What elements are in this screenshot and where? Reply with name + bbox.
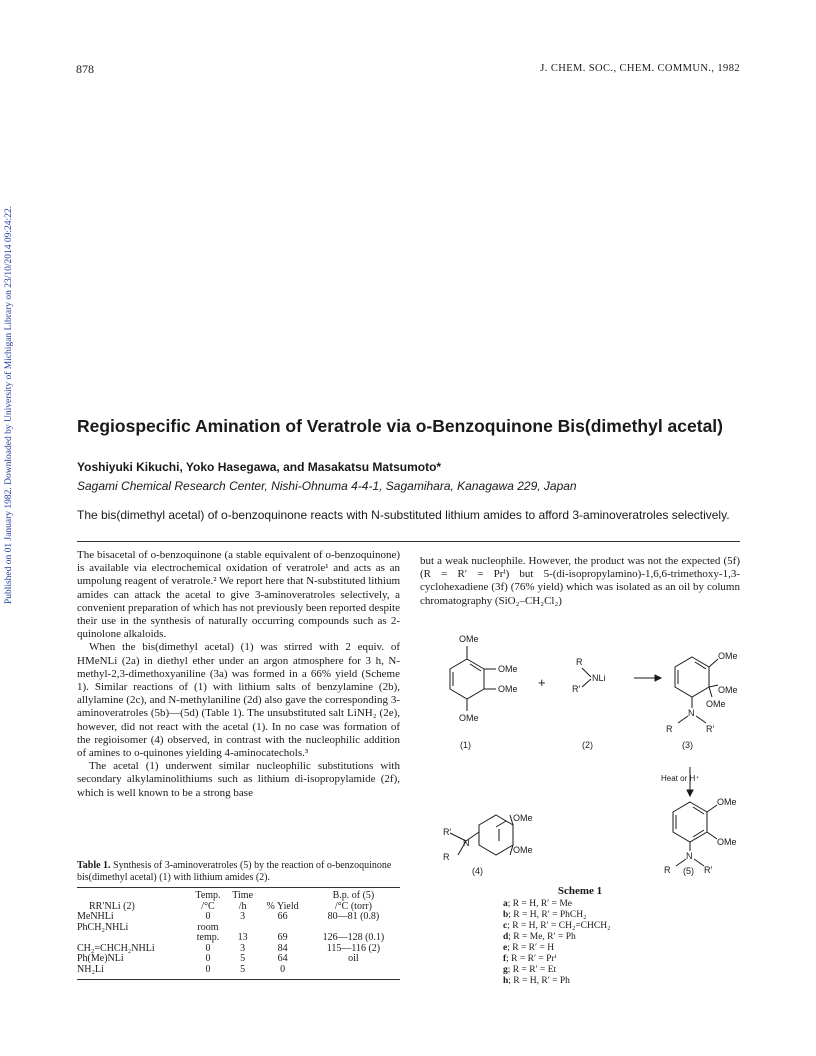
- table-cell: 80—81 (0.8): [327, 911, 380, 922]
- table-row: [77, 965, 400, 976]
- compound-label-3: (3): [682, 740, 693, 750]
- body-paragraph-right: but a weak nucleophile. However, the product was not the expected (5f) (R = R′ = Prⁱ) but 5-(di-isopropylamino)-1,6,6-trimethoxy-1,3-cyclohexadiene (3f) (76% yield) which was isolated as an oil by column chromatography (SiO₂–CH₂Cl₂): [420, 555, 740, 607]
- n-label: N: [688, 708, 695, 718]
- table-cell: 3: [240, 911, 246, 922]
- ome-label: OMe: [498, 664, 518, 674]
- table-label: Table 1.: [77, 860, 111, 871]
- reaction-arrow: [634, 675, 661, 681]
- ome-label: OMe: [513, 845, 533, 855]
- table-cell: temp.: [196, 932, 220, 943]
- scheme-key: [503, 899, 610, 987]
- table-header-cell: /h: [238, 900, 247, 912]
- table-cell: 0: [205, 911, 211, 922]
- body-paragraph-2: When the bis(dimethyl acetal) (1) was stirred with 2 equiv. of HMeNLi (2a) in diethyl ether under an argon atmosphere for 3 h, N-methyl-2,3-dimethoxyaniline (3a) was formed in a 66% yield (Scheme 1). Similar reactions of (1) with lithium salts of benzylamine (2b), allylamine (2c), and N-methylaniline (2d) also gave the corresponding 3-aminoveratroles (5b)—(5d) (Table 1). The unsubstituted salt LiNH₂ (2e), however, did not react with the acetal (1). In no case was formation of the regioisomer (4) observed, in contrast with the nucleophilic addition of amines to o-quinones yielding 4-aminocatechols.³: [77, 641, 400, 760]
- body-paragraph-3: The acetal (1) underwent similar nucleophilic substitutions with secondary alkylaminolithiums such as lithium di-isopropylamide (2f), which is well known to be a strong base: [77, 760, 400, 799]
- r-prime-label: R′: [572, 684, 581, 694]
- ome-label: OMe: [718, 685, 738, 695]
- key-letter: e: [503, 943, 508, 953]
- scheme-key-item: [503, 932, 610, 943]
- scheme-key-item: [503, 899, 610, 910]
- compound-4-structure: [450, 815, 513, 855]
- table-cell: oil: [348, 953, 359, 964]
- key-text: ; R = H, R′ = CH₂=CHCH₂: [507, 921, 611, 931]
- compound-5-structure: [673, 802, 717, 866]
- table-caption-text: Synthesis of 3-aminoveratroles (5) by the reaction of o-benzoquinone bis(dimethyl acetal) (1) with lithium amides (2).: [77, 860, 392, 883]
- ome-label: OMe: [513, 813, 533, 823]
- compound-2-structure: [582, 668, 591, 687]
- key-text: ; R = H, R′ = Ph: [508, 976, 570, 986]
- table-header-cell: B.p. of (5): [332, 890, 375, 901]
- right-column: [420, 555, 740, 608]
- r-prime-label: R′: [443, 827, 452, 837]
- key-letter: h: [503, 976, 509, 986]
- n-label: N: [686, 851, 693, 861]
- key-letter: f: [503, 954, 507, 964]
- table-cell: 0: [205, 953, 211, 964]
- article-abstract: The bis(dimethyl acetal) of o-benzoquinone reacts with N-substituted lithium amides to afford 3-aminoveratroles selectively.: [77, 508, 730, 522]
- left-column: [77, 549, 400, 800]
- table-rule-top: [77, 887, 400, 888]
- key-letter: a: [503, 899, 508, 909]
- ome-label: OMe: [706, 699, 726, 709]
- table-cell: CH₂=CHCH₂NHLi: [77, 942, 155, 954]
- table-cell: 3: [240, 942, 246, 954]
- table-header-cell: % Yield: [266, 900, 299, 912]
- ome-label: OMe: [498, 684, 518, 694]
- plus-sign: +: [538, 675, 546, 690]
- r-prime-label: R′: [706, 724, 715, 734]
- table-cell: Ph(Me)NLi: [77, 953, 124, 964]
- abstract-divider: [77, 541, 740, 542]
- table-1-grid: [77, 891, 400, 975]
- table-header-cell: Time: [232, 890, 254, 901]
- table-cell: 0: [280, 963, 286, 975]
- key-text: ; R = R′ = Et: [507, 965, 557, 975]
- table-cell: 64: [277, 953, 288, 964]
- table-header-cell: [77, 891, 189, 902]
- table-cell: room: [197, 921, 219, 933]
- table-cell: 126—128 (0.1): [322, 932, 385, 943]
- r-label: R: [443, 852, 450, 862]
- r-prime-label: R′: [704, 865, 713, 875]
- table-rule-bottom: [77, 979, 400, 980]
- r-label: R: [664, 865, 671, 875]
- table-cell: 84: [277, 942, 288, 954]
- table-header-cell: /°C: [201, 900, 215, 912]
- page-number: 878: [76, 62, 94, 76]
- body-paragraph-1: The bisacetal of o-benzoquinone (a stable equivalent of o-benzoquinone) is available via electrochemical oxidation of veratrole¹ and acts as an umpolung reagent of veratrole.² We report here that N-substituted lithium amides can attack the acetal to give 3-aminoveratroles selectively, a convenient preparation of which has not previously been reported despite their use in the synthesis of naturally occurring compounds such as 2-quinolone alkaloids.: [77, 549, 400, 641]
- compound-label-5: (5): [683, 866, 694, 876]
- download-notice[interactable]: Published on 01 January 1982. Downloaded by University of Michigan Library on 23/10/2014 09:24:22.: [4, 205, 14, 605]
- nli-label: NLi: [592, 673, 606, 683]
- table-cell: NH₂Li: [77, 963, 104, 975]
- table-header-cell: Temp.: [195, 890, 221, 901]
- table-cell: PhCH₂NHLi: [77, 921, 129, 933]
- n-label: N: [463, 838, 470, 848]
- scheme-title: Scheme 1: [557, 885, 603, 897]
- table-cell: 13: [237, 932, 248, 943]
- key-text: ; R = H, R′ = Me: [507, 899, 573, 909]
- scheme-1-diagram: [420, 615, 740, 880]
- table-cell: 0: [205, 942, 211, 954]
- table-cell: [77, 933, 189, 944]
- table-row: [77, 954, 400, 965]
- scheme-key-item: [503, 954, 610, 965]
- scheme-key-item: [503, 943, 610, 954]
- key-letter: b: [503, 910, 509, 920]
- ome-label: OMe: [718, 651, 738, 661]
- table-cell: 5: [240, 963, 246, 975]
- table-cell: 66: [277, 911, 288, 922]
- table-cell: 69: [277, 932, 288, 943]
- table-cell: 115—116 (2): [326, 942, 381, 954]
- key-letter: g: [503, 965, 508, 975]
- key-text: ; R = Me, R′ = Ph: [508, 932, 576, 942]
- ome-label: OMe: [717, 837, 737, 847]
- table-cell: MeNHLi: [77, 911, 114, 922]
- table-header-cell: /°C (torr): [334, 900, 372, 912]
- heat-label: Heat or H⁺: [661, 774, 700, 783]
- ome-label: OMe: [459, 713, 479, 723]
- table-cell: 5: [240, 953, 246, 964]
- ome-label: OMe: [459, 634, 479, 644]
- key-text: ; R = R′ = H: [507, 943, 555, 953]
- key-letter: c: [503, 921, 508, 931]
- r-label: R: [576, 657, 583, 667]
- table-header-cell: RR′NLi (2): [89, 900, 135, 912]
- key-text: ; R = R′ = Prⁱ: [506, 954, 557, 964]
- table-caption: [77, 860, 400, 884]
- scheme-key-item: [503, 910, 610, 921]
- compound-3-structure: [675, 657, 718, 723]
- table-cell: 0: [205, 963, 211, 975]
- table-row: [77, 933, 400, 944]
- key-letter: d: [503, 932, 509, 942]
- journal-name: J. CHEM. SOC., CHEM. COMMUN., 1982: [540, 63, 740, 74]
- table-1: [77, 860, 400, 980]
- r-label: R: [666, 724, 673, 734]
- table-cell: [307, 965, 400, 976]
- article-affiliation: Sagami Chemical Research Center, Nishi-Ohnuma 4-4-1, Sagamihara, Kanagawa 229, Japan: [77, 479, 577, 493]
- scheme-key-item: [503, 921, 610, 932]
- article-authors: Yoshiyuki Kikuchi, Yoko Hasegawa, and Masakatsu Matsumoto*: [77, 460, 442, 474]
- compound-label-2: (2): [582, 740, 593, 750]
- scheme-key-item: [503, 965, 610, 976]
- table-row: [77, 912, 400, 923]
- ome-label: OMe: [717, 797, 737, 807]
- compound-label-1: (1): [460, 740, 471, 750]
- compound-label-4: (4): [472, 866, 483, 876]
- key-text: ; R = H, R′ = PhCH₂: [508, 910, 587, 920]
- table-header-cell: [258, 891, 307, 902]
- compound-1-structure: [450, 646, 496, 711]
- table-header-row: [77, 891, 400, 902]
- article-title: Regiospecific Amination of Veratrole via o-Benzoquinone Bis(dimethyl acetal): [77, 416, 723, 436]
- scheme-key-item: [503, 976, 610, 987]
- side-watermark: [3, 170, 15, 640]
